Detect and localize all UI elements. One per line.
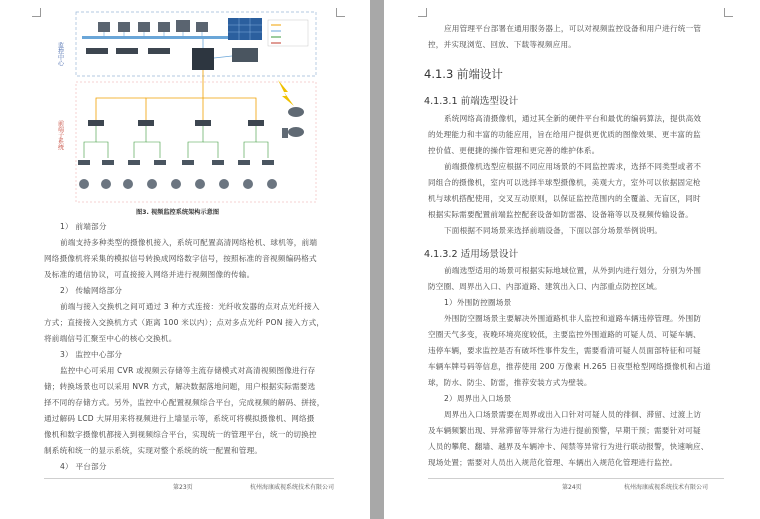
page-corner-mark bbox=[336, 8, 345, 17]
server-links bbox=[104, 32, 202, 36]
text-line: 空圈天气多变，夜晚环境亮度较低，主要监控外围道路的可疑人员、可疑车辆、 bbox=[428, 330, 701, 339]
footer-page-number: 第24页 bbox=[562, 484, 582, 491]
text-line: 制系统和统一的显示系统，实现对整个系统的统一配置和管理。 bbox=[44, 446, 263, 455]
network-backbone bbox=[82, 36, 232, 39]
text-line: 2）周界出入口场景 bbox=[444, 394, 512, 403]
access-switch-icons bbox=[88, 120, 264, 126]
page-corner-mark bbox=[32, 8, 41, 17]
architecture-diagram bbox=[56, 8, 326, 204]
text-line: 的处理能力和丰富的功能应用，旨在给用户提供更优质的图像效果、更丰富的监 bbox=[428, 130, 701, 139]
text-line: 2） 传输网络部分 bbox=[60, 286, 123, 295]
footer-company: 杭州海康威视系统技术有限公司 bbox=[624, 484, 709, 491]
text-line: 择不同的存储方式。另外，监控中心配置视频综合平台，完成视频的解码、拼接， bbox=[44, 398, 325, 407]
wireless-link-icon bbox=[278, 80, 294, 106]
text-line: 车辆车牌号码等信息，推荐使用 200 万像素 H.265 日夜型枪型网络摄像机和占道 bbox=[428, 362, 711, 371]
text-line: 防空圈、周界出入口、内部道路、建筑出入口、内部重点防控区域。 bbox=[428, 282, 662, 291]
figure-caption: 图3. 视频监控系统架构示意图 bbox=[136, 209, 220, 216]
camera-icons bbox=[78, 160, 277, 189]
text-line: 机与球机搭配使用，交叉互动原则，以保证监控范围内的全覆盖、无盲区，同时 bbox=[428, 194, 701, 203]
text-line: 将前端信号汇聚至中心的核心交换机。 bbox=[44, 334, 177, 343]
server-icons bbox=[98, 20, 208, 32]
core-switch-icon bbox=[192, 48, 214, 70]
dome-camera-icons bbox=[282, 107, 304, 138]
text-line: 周界出入口场景需要在周界或出入口针对可疑人员的徘徊、滞留、过渡上访 bbox=[444, 410, 702, 419]
footer-divider bbox=[428, 478, 724, 479]
text-line: 前端支持多种类型的摄像机接入，系统可配置高清网络枪机、球机等，前端 bbox=[60, 238, 318, 247]
text-line: 3） 监控中心部分 bbox=[60, 350, 123, 359]
text-line: 球，防水、防尘、防雷，推荐安装方式为壁装。 bbox=[428, 378, 592, 387]
text-line: 方式；直接接入交换机方式（距离 100 米以内）；点对多点光纤 PON 接入方式， bbox=[44, 318, 325, 327]
center-label: 监控中心 bbox=[56, 42, 64, 66]
legend bbox=[268, 20, 308, 46]
heading-4-1-3-1: 4.1.3.1 前端选型设计 bbox=[424, 96, 519, 107]
text-line: 前端选型适用的场景可根据实际地域位置，从外到内进行划分，分别为外围 bbox=[444, 266, 702, 275]
text-line: 系统网络高清摄像机，通过其全新的硬件平台和最优的编码算法，提供高效 bbox=[444, 114, 702, 123]
footer-page-number: 第23页 bbox=[173, 484, 193, 491]
heading-4-1-3-2: 4.1.3.2 适用场景设计 bbox=[424, 249, 519, 260]
text-line: 外围防空圈场景主要解决外围道路机非人监控和道路车辆违停管理。外围防 bbox=[444, 314, 702, 323]
text-line: 违停车辆，要求监控是否有破坏性事件发生，需要看清可疑人员面部特征和可疑 bbox=[428, 346, 701, 355]
front-links bbox=[84, 126, 268, 158]
text-line: 前端与接入交换机之间可通过 3 种方式连接：光纤收发器的点对点光纤接入 bbox=[60, 302, 320, 311]
video-wall-icon bbox=[228, 18, 262, 40]
text-line: 储；转换场景也可以采用 NVR 方式，解决数据落地问题，用户根据实际需要选 bbox=[44, 382, 316, 391]
decoder-icon bbox=[232, 48, 258, 62]
text-line: 网络摄像机将采集的模拟信号转换成网络数字信号，按照标准的音视频编码格式 bbox=[44, 254, 317, 263]
storage-icons bbox=[86, 48, 170, 54]
text-line: 根据实际需要配置前端监控配套设备如防雷器、设备箱等以及视频传输设备。 bbox=[428, 210, 693, 219]
page-corner-mark bbox=[418, 8, 427, 17]
text-line: 及标准的通信协议，可直接接入网络并进行视频图像的传输。 bbox=[44, 270, 255, 279]
document-page-24 bbox=[384, 0, 760, 519]
heading-4-1-3: 4.1.3 前端设计 bbox=[424, 67, 503, 81]
page-corner-mark bbox=[724, 8, 733, 17]
text-line: 通过解码 LCD 大屏用来将视频进行上墙显示等，系统可将模拟摄像机、网络摄 bbox=[44, 414, 315, 423]
trunk-links bbox=[96, 70, 256, 120]
text-line: 现场处置；需要对人员出入规范化管理、车辆出入规范化管理进行监控。 bbox=[428, 458, 678, 467]
footer-company: 杭州海康威视系统技术有限公司 bbox=[250, 484, 335, 491]
text-line: 及车辆频繁出现、异常滞留等异常行为进行提前预警，早期干预；需要针对可疑 bbox=[428, 426, 701, 435]
footer-divider bbox=[44, 478, 334, 479]
text-line: 控价值、更便捷的操作管理和更完善的维护体系。 bbox=[428, 146, 600, 155]
text-line: 人员的攀爬、翻墙、越界及车辆冲卡、闯禁等异常行为进行联动报警，快速响应、 bbox=[428, 442, 709, 451]
text-line: 控，并实现浏览、回放、下载等视频应用。 bbox=[428, 40, 577, 49]
text-line: 1）外围防控圈场景 bbox=[444, 298, 512, 307]
text-line: 前端摄像机选型应根据不同应用场景的不同监控需求，选择不同类型或者不 bbox=[444, 162, 702, 171]
front-label: 前端子系统 bbox=[56, 120, 64, 150]
text-line: 应用管理平台部署在通用服务器上，可以对视频监控设备和用户进行统一管 bbox=[444, 24, 702, 33]
text-line: 像机和数字摄像机都接入到视频综合平台，实现统一的管理平台，统一的切换控 bbox=[44, 430, 317, 439]
text-line: 同组合的摄像机，室内可以选择半球型摄像机，美观大方，室外可以依据固定枪 bbox=[428, 178, 701, 187]
document-page-23 bbox=[0, 0, 370, 519]
text-line: 1） 前端部分 bbox=[60, 222, 107, 231]
text-line: 下面根据不同场景来选择前端设备，下面以部分场景举例说明。 bbox=[444, 226, 663, 235]
text-line: 4） 平台部分 bbox=[60, 462, 107, 471]
text-line: 监控中心可采用 CVR 或视频云存储等主流存储模式对高清视频图像进行存 bbox=[60, 366, 316, 375]
